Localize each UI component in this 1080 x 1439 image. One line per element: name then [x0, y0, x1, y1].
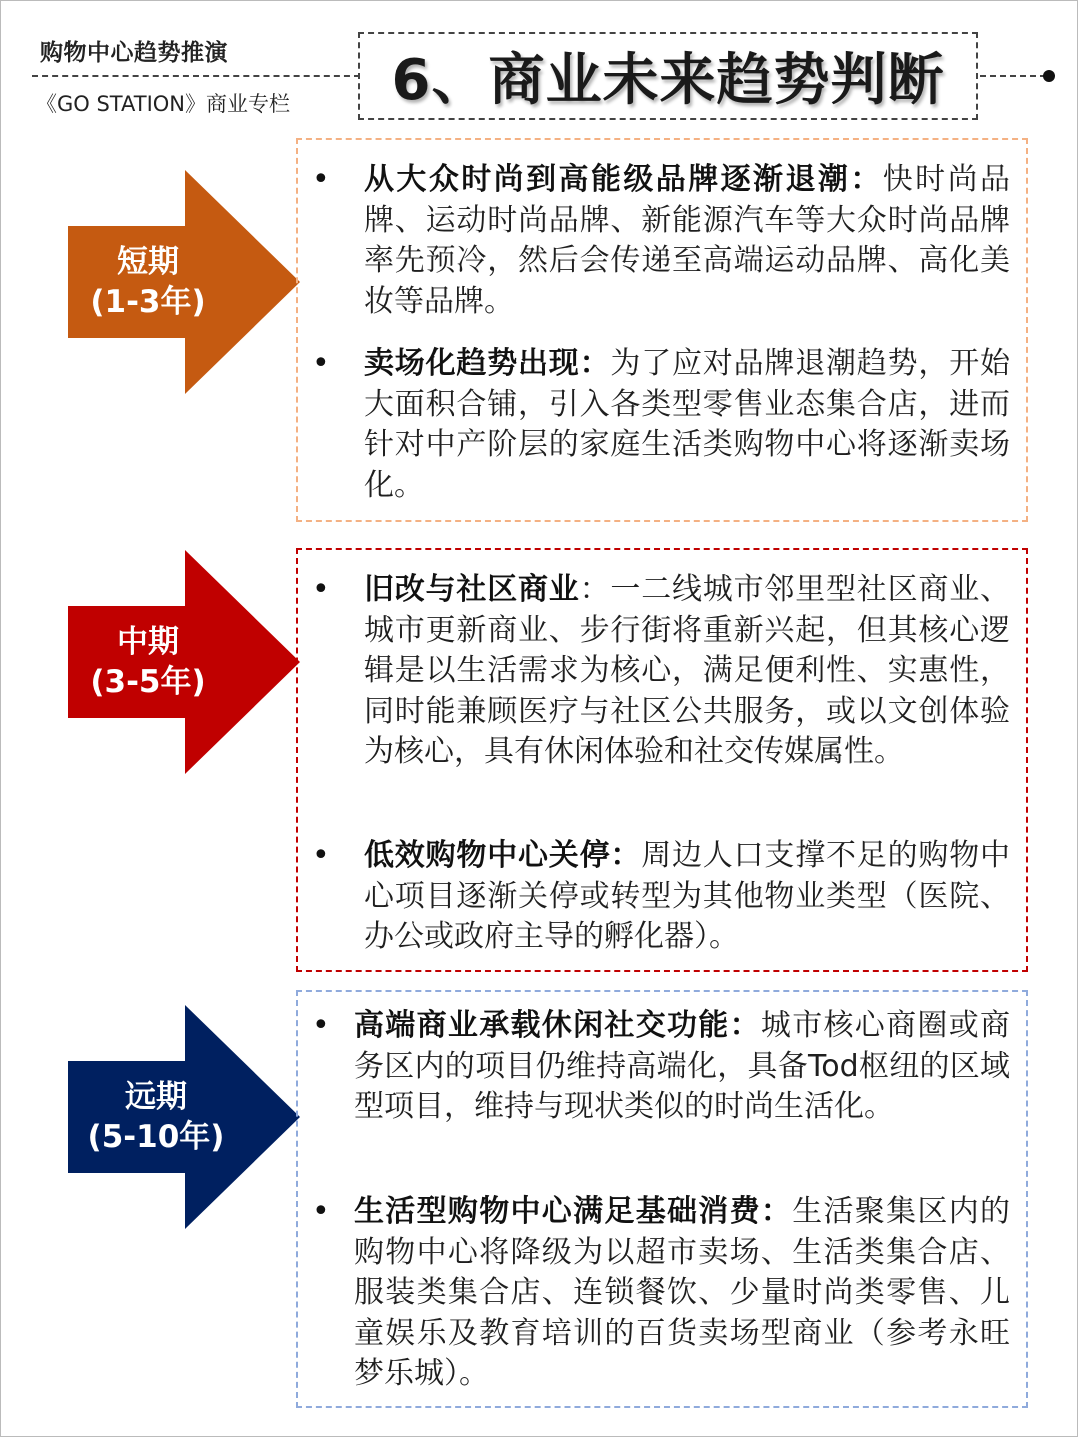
bullet: •	[312, 1194, 330, 1229]
page-title: 6、商业未来趋势判断	[391, 48, 945, 113]
long-term-name: 远期	[125, 1079, 187, 1115]
item-heading: 低效购物中心关停：	[364, 838, 642, 873]
header-divider-left	[32, 75, 360, 77]
bullet: •	[312, 162, 330, 197]
short-term-range: (1-3年)	[90, 284, 206, 320]
bullet: •	[312, 1008, 330, 1043]
list-item	[298, 344, 1010, 506]
long-term-box	[296, 990, 1028, 1408]
item-body: 城市核心商圈或商务区内的项目仍维持高端化，具备Tod枢纽的区域型项目，维持与现状类似的时尚生活化。	[354, 1008, 1011, 1124]
item-body: 周边人口支撑不足的购物中心项目逐渐关停或转型为其他物业类型（医院、办公或政府主导的孵化器）。	[364, 838, 1011, 954]
column-name: 《GO STATION》商业专栏	[36, 92, 290, 116]
bullet: •	[312, 838, 330, 873]
long-term-range: (5-10年)	[87, 1119, 225, 1155]
short-term-name: 短期	[117, 244, 179, 280]
mid-term-range: (3-5年)	[90, 664, 206, 700]
short-term-arrow	[68, 170, 300, 394]
item-body: ：一二线城市邻里型社区商业、城市更新商业、步行街将重新兴起，但其核心逻辑是以生活需求为核心，满足便利性、实惠性，同时能兼顾医疗与社区公共服务，或以文创体验为核心，具有休闲体验和社交传媒属性。	[364, 572, 1011, 769]
long-term-arrow	[68, 1005, 300, 1229]
bullet: •	[312, 572, 330, 607]
mid-term-arrow	[68, 550, 300, 774]
list-item	[298, 570, 1010, 773]
item-heading: 旧改与社区商业	[364, 572, 580, 607]
header-divider-right	[980, 75, 1046, 77]
series-title: 购物中心趋势推演	[40, 40, 228, 66]
page-title-box	[358, 32, 978, 120]
item-heading: 从大众时尚到高能级品牌逐渐退潮：	[364, 162, 883, 197]
item-heading: 高端商业承载休闲社交功能：	[354, 1008, 761, 1043]
item-body: 为了应对品牌退潮趋势，开始大面积合铺，引入各类型零售业态集合店，进而针对中产阶层的家庭生活类购物中心将逐渐卖场化。	[364, 346, 1011, 503]
list-item	[298, 1192, 1010, 1395]
item-body: 生活聚集区内的购物中心将降级为以超市卖场、生活类集合店、服装类集合店、连锁餐饮、少量时尚类零售、儿童娱乐及教育培训的百货卖场型商业（参考永旺梦乐城）。	[354, 1194, 1011, 1391]
list-item	[298, 160, 1010, 322]
mid-term-box	[296, 548, 1028, 972]
short-term-box	[296, 138, 1028, 522]
bullet: •	[312, 346, 330, 381]
item-heading: 卖场化趋势出现：	[364, 346, 611, 381]
list-item	[298, 1006, 1010, 1128]
list-item	[298, 836, 1010, 958]
item-body: 快时尚品牌、运动时尚品牌、新能源汽车等大众时尚品牌率先预冷，然后会传递至高端运动品牌、高化美妆等品牌。	[364, 162, 1011, 319]
mid-term-name: 中期	[117, 624, 179, 660]
header-dot	[1043, 70, 1055, 82]
item-heading: 生活型购物中心满足基础消费：	[354, 1194, 793, 1229]
